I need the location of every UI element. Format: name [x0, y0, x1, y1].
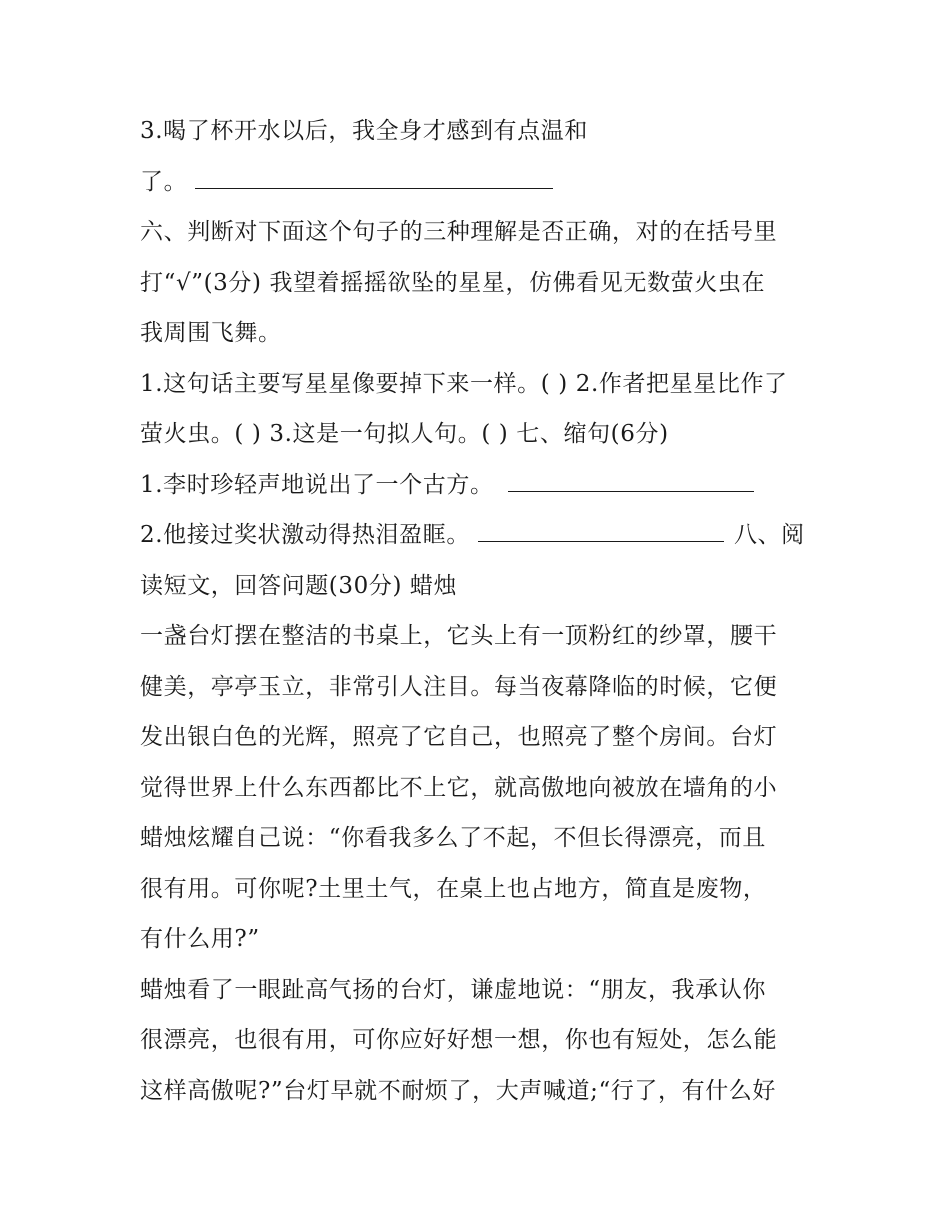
line-text: 蜡烛看了一眼趾高气扬的台灯，谦虚地说：“朋友，我承认你: [140, 977, 766, 1003]
line-text: 萤火虫。( ) 3.这是一句拟人句。( ) 七、缩句(6分): [140, 421, 669, 447]
text-line-12: [140, 667, 820, 707]
line-text: 我周围飞舞。: [140, 320, 282, 346]
text-line-8: [140, 465, 820, 505]
line-text: 发出银白色的光辉，照亮了它自己，也照亮了整个房间。台灯: [140, 724, 778, 750]
text-line-2: [140, 162, 820, 202]
line-text: 这样高傲呢?”台灯早就不耐烦了，大声喊道;“行了，有什么好: [140, 1078, 776, 1104]
text-line-1: [140, 111, 820, 151]
text-line-13: [140, 717, 820, 757]
text-line-18: [140, 970, 820, 1010]
line-text: 一盏台灯摆在整洁的书桌上，它头上有一顶粉红的纱罩，腰干: [140, 623, 778, 649]
line-text: 打“√”(3分) 我望着摇摇欲坠的星星，仿佛看见无数萤火虫在: [140, 270, 766, 296]
line-text: 六、判断对下面这个句子的三种理解是否正确，对的在括号里: [140, 219, 778, 245]
line-text: 蜡烛炫耀自己说：“你看我多么了不起，不但长得漂亮，而且: [140, 825, 766, 851]
line-text: 很漂亮，也很有用，可你应好好想一想，你也有短处，怎么能: [140, 1027, 778, 1053]
line-text: 很有用。可你呢?土里土气，在桌上也占地方，简直是废物，: [140, 876, 767, 902]
text-line-7: [140, 414, 820, 454]
answer-blank-1[interactable]: [195, 162, 553, 189]
answer-blank-3[interactable]: [478, 515, 724, 542]
text-line-14: [140, 768, 820, 808]
line-text: 读短文，回答问题(30分) 蜡烛: [140, 573, 458, 599]
text-line-11: [140, 616, 820, 656]
text-line-19: [140, 1020, 820, 1060]
text-line-5: [140, 313, 820, 353]
text-line-17: [140, 919, 820, 959]
answer-blank-2[interactable]: [508, 465, 754, 492]
line-text: 有什么用?”: [140, 926, 260, 952]
line-text: 健美，亭亭玉立，非常引人注目。每当夜幕降临的时候，它便: [140, 674, 778, 700]
line-text: 了。: [140, 169, 188, 195]
text-line-20: [140, 1071, 820, 1111]
text-line-6: [140, 364, 820, 404]
text-line-3: [140, 212, 820, 252]
text-line-4: [140, 263, 820, 303]
text-line-9: [140, 515, 820, 555]
line-text: 1.李时珍轻声地说出了一个古方。: [140, 472, 494, 498]
text-line-10: [140, 566, 820, 606]
line-text: 觉得世界上什么东西都比不上它，就高傲地向被放在墙角的小: [140, 775, 778, 801]
line-text: 1.这句话主要写星星像要掉下来一样。( ) 2.作者把星星比作了: [140, 371, 788, 397]
line-text: 3.喝了杯开水以后，我全身才感到有点温和: [140, 118, 588, 144]
line-text: 八、阅: [733, 522, 805, 548]
text-line-15: [140, 818, 820, 858]
line-text: 2.他接过奖状激动得热泪盈眶。: [140, 522, 470, 548]
text-line-16: [140, 869, 820, 909]
